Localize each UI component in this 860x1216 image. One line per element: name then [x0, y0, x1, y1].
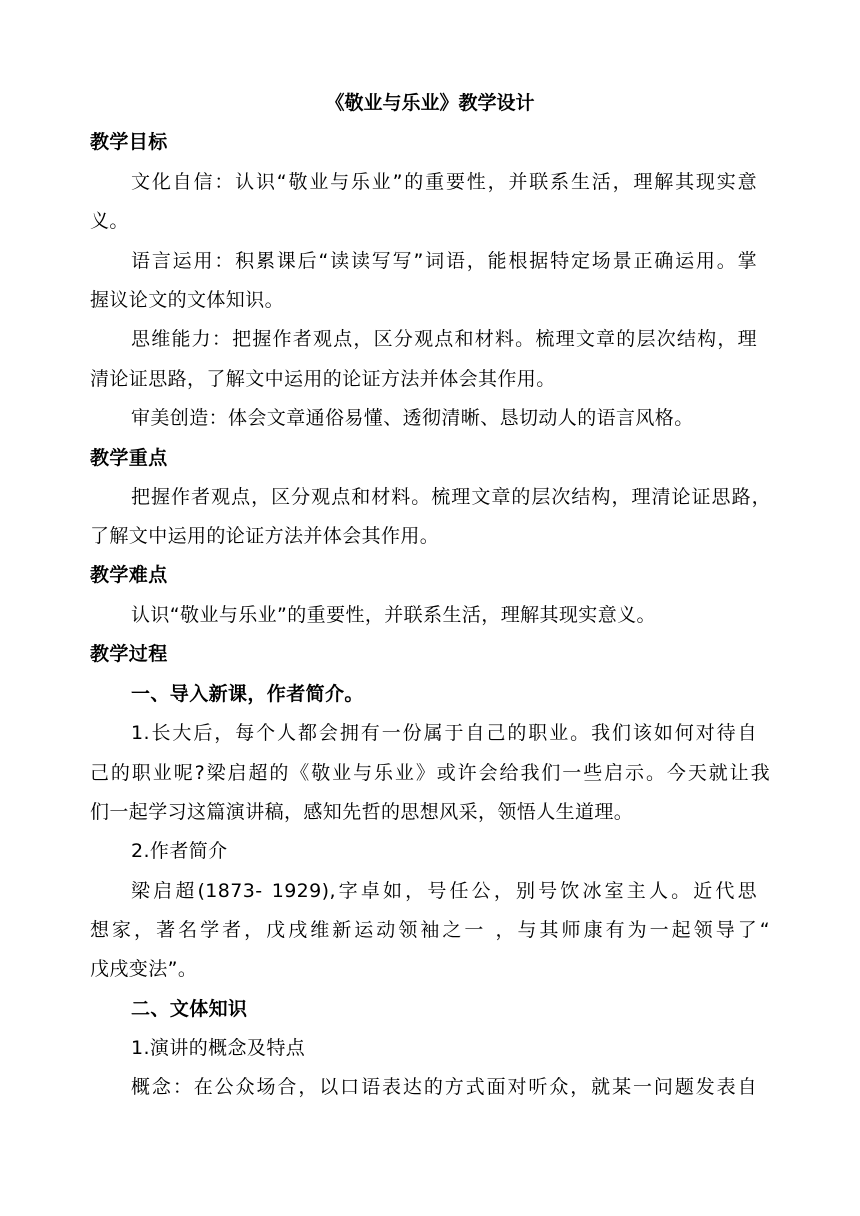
- concept-line-1: 概念：在公众场合，以口语表达的方式面对听众，就某一问题发表自: [131, 1076, 757, 1098]
- goals-heading: 教学目标: [90, 131, 168, 153]
- goal-language-line-2: 握议论文的文体知识。: [90, 289, 285, 311]
- author-line-1: 梁启超(1873- 1929),字卓如，号任公，别号饮冰室主人。近代思: [131, 880, 757, 902]
- goal-aesthetic: 审美创造：体会文章通俗易懂、透彻清晰、恳切动人的语言风格。: [131, 407, 694, 429]
- author-heading: 2.作者简介: [131, 840, 228, 862]
- part2-heading: 二、文体知识: [131, 998, 248, 1020]
- key-line-1: 把握作者观点，区分观点和材料。梳理文章的层次结构，理清论证思路，: [131, 486, 771, 508]
- goal-thinking-line-1: 思维能力：把握作者观点，区分观点和材料。梳理文章的层次结构，理: [131, 328, 757, 350]
- intro-line-2: 己的职业呢?梁启超的《敬业与乐业》或许会给我们一些启示。今天就让我: [90, 762, 770, 784]
- author-line-2: 想家，著名学者，戊戌维新运动领袖之一 ，与其师康有为一起领导了“: [90, 919, 770, 941]
- difficulty-text: 认识“敬业与乐业”的重要性，并联系生活，理解其现实意义。: [131, 604, 656, 626]
- goal-culture-line-2: 义。: [90, 210, 129, 232]
- document-title: 《敬业与乐业》教学设计: [325, 92, 535, 114]
- author-line-3: 戊戌变法”。: [90, 958, 198, 980]
- part1-heading: 一、导入新课，作者简介。: [131, 683, 364, 705]
- intro-line-1: 1.长大后，每个人都会拥有一份属于自己的职业。我们该如何对待自: [131, 722, 757, 744]
- speech-heading: 1.演讲的概念及特点: [131, 1037, 306, 1059]
- goal-language-line-1: 语言运用：积累课后“读读写写”词语，能根据特定场景正确运用。掌: [131, 250, 757, 272]
- goal-thinking-line-2: 清论证思路，了解文中运用的论证方法并体会其作用。: [90, 368, 556, 390]
- process-heading: 教学过程: [90, 643, 168, 665]
- goal-culture-line-1: 文化自信：认识“敬业与乐业”的重要性，并联系生活，理解其现实意: [131, 171, 757, 193]
- key-line-2: 了解文中运用的论证方法并体会其作用。: [90, 525, 440, 547]
- key-heading: 教学重点: [90, 447, 168, 469]
- difficulty-heading: 教学难点: [90, 564, 168, 586]
- intro-line-3: 们一起学习这篇演讲稿，感知先哲的思想风采，领悟人生道理。: [90, 801, 634, 823]
